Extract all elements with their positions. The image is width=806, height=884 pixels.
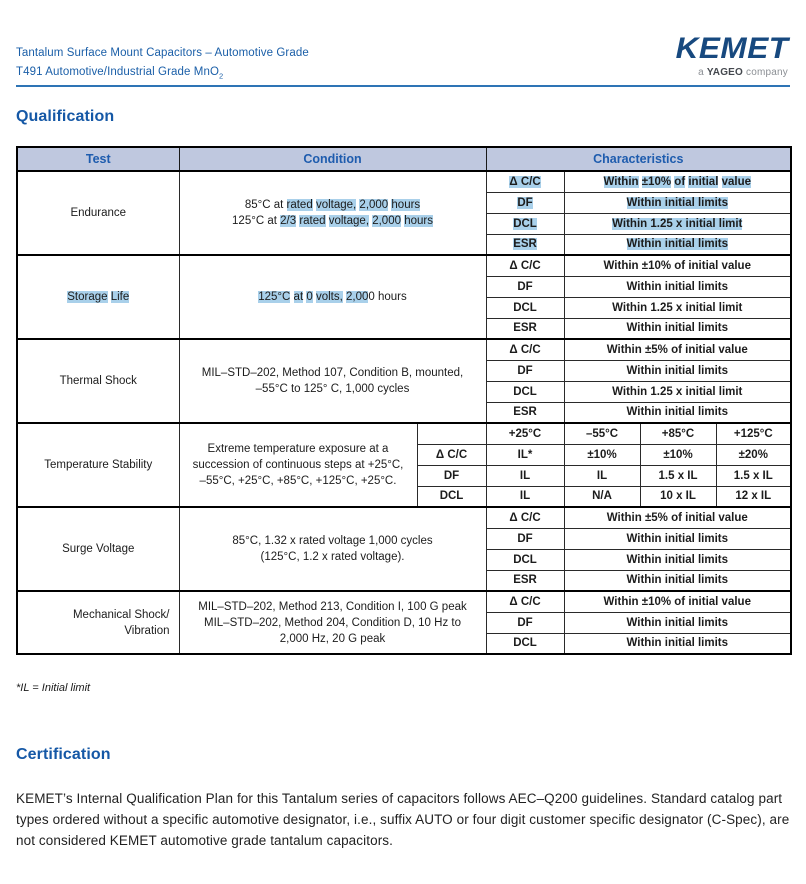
char-value-cell: Within initial limits [564,192,791,213]
char-label-cell: DCL [486,297,564,318]
endurance-test-cell: Endurance [17,171,179,255]
certification-heading: Certification [16,746,111,763]
thermal-shock-test-cell: Thermal Shock [17,339,179,423]
col-header-characteristics: Characteristics [486,147,791,171]
temperature-stability-condition-cell: Extreme temperature exposure at a succession of continuous steps at +25°C, –55°C, +25°C, +85°C, +125°C, +25°C. [179,423,417,507]
char-value-cell: Within initial limits [564,633,791,654]
kemet-logo: KEMET [675,32,788,65]
temp-value-cell: ±20% [716,444,791,465]
table-row [17,339,791,360]
char-value-cell: Within initial limits [564,402,791,423]
storage-life-test-cell: Storage Life [17,255,179,339]
col-header-test: Test [17,147,179,171]
temp-value-cell: 1.5 x IL [716,465,791,486]
table-header-row [17,147,791,171]
temp-header-cell: –55°C [564,423,640,444]
char-value-cell: Within initial limits [564,528,791,549]
temp-value-cell: IL [486,465,564,486]
char-value-cell: Within initial limits [564,612,791,633]
certification-paragraph: KEMET’s Internal Qualification Plan for this Tantalum series of capacitors follows AEC–Q200 guidelines. Standard catalog part types ordered without a specific automotive designator, i.e., suffix AUTO or four digit customer specific designator (C-Spec), are not considered KEMET automotive grade tantalum capacitors. [16,791,790,848]
temp-header-cell: +85°C [640,423,716,444]
endurance-condition-cell: 85°C at rated voltage, 2,000 hours 125°C at 2/3 rated voltage, 2,000 hours [179,171,486,255]
temp-header-cell: +25°C [486,423,564,444]
surge-voltage-test-cell: Surge Voltage [17,507,179,591]
char-value-cell: Within 1.25 x initial limit [564,213,791,234]
temp-value-cell: IL [564,465,640,486]
temp-value-cell: 1.5 x IL [640,465,716,486]
char-label-cell: DCL [486,213,564,234]
temp-value-cell: ±10% [564,444,640,465]
subscript-2: 2 [219,71,224,81]
char-label-cell: ESR [486,570,564,591]
char-label-cell: DF [486,276,564,297]
char-label-cell: Δ C/C [486,591,564,612]
temp-value-cell: ±10% [640,444,716,465]
char-value-cell: Within initial limits [564,234,791,255]
qualification-table [16,146,792,655]
char-value-cell: Within initial limits [564,570,791,591]
char-label-cell: DF [417,465,486,486]
char-label-cell: ESR [486,402,564,423]
char-label-cell: DCL [486,381,564,402]
char-label-cell: DF [486,528,564,549]
storage-life-condition-cell: 125°C at 0 volts, 2,000 hours [179,255,486,339]
table-row [17,507,791,528]
doc-title-line1: Tantalum Surface Mount Capacitors – Automotive Grade [16,47,309,59]
temp-value-cell: IL [486,486,564,507]
temp-value-cell: 12 x IL [716,486,791,507]
thermal-shock-condition-cell: MIL–STD–202, Method 107, Condition B, mounted, –55°C to 125° C, 1,000 cycles [179,339,486,423]
char-value-cell: Within ±10% of initial value [564,255,791,276]
table-row [17,591,791,612]
header-divider-rule [16,85,790,87]
doc-title-line2: T491 Automotive/Industrial Grade MnO$_2$ [16,66,224,81]
brand-logo [675,32,789,78]
char-value-cell: Within 1.25 x initial limit [564,297,791,318]
surge-voltage-condition-cell: 85°C, 1.32 x rated voltage 1,000 cycles (125°C, 1.2 x rated voltage). [179,507,486,591]
char-label-cell: DF [486,612,564,633]
doc-header [16,44,309,85]
char-value-cell: Within ±5% of initial value [564,507,791,528]
char-label-cell: ESR [486,234,564,255]
spacer-cell [417,423,486,444]
yageo-tagline: a YAGEO company [698,67,788,78]
table-row [17,171,791,192]
char-value-cell: Within initial limits [564,549,791,570]
mechanical-condition-cell: MIL–STD–202, Method 213, Condition I, 100 G peak MIL–STD–202, Method 204, Condition D, 10 Hz to 2,000 Hz, 20 G peak [179,591,486,654]
qualification-heading: Qualification [16,108,115,125]
char-label-cell: DCL [486,549,564,570]
char-value-cell: Within 1.25 x initial limit [564,381,791,402]
char-label-cell: DCL [417,486,486,507]
char-label-cell: ESR [486,318,564,339]
char-label-cell: Δ C/C [486,255,564,276]
temp-value-cell: N/A [564,486,640,507]
char-value-cell: Within initial limits [564,360,791,381]
mechanical-test-cell: Mechanical Shock/ Vibration [17,591,179,654]
char-value-cell: Within ±10% of initial value [564,171,791,192]
char-value-cell: Within ±10% of initial value [564,591,791,612]
char-value-cell: Within initial limits [564,318,791,339]
il-footnote: *IL = Initial limit [16,682,91,694]
char-label-cell: DF [486,360,564,381]
char-value-cell: Within ±5% of initial value [564,339,791,360]
char-label-cell: DCL [486,633,564,654]
char-label-cell: Δ C/C [486,507,564,528]
table-row [17,255,791,276]
temperature-stability-test-cell: Temperature Stability [17,423,179,507]
char-label-cell: Δ C/C [486,171,564,192]
temp-value-cell: 10 x IL [640,486,716,507]
temp-header-cell: +125°C [716,423,791,444]
temp-value-cell: IL* [486,444,564,465]
char-label-cell: DF [486,192,564,213]
char-label-cell: Δ C/C [486,339,564,360]
table-row [17,423,791,444]
char-label-cell: Δ C/C [417,444,486,465]
char-value-cell: Within initial limits [564,276,791,297]
col-header-condition: Condition [179,147,486,171]
